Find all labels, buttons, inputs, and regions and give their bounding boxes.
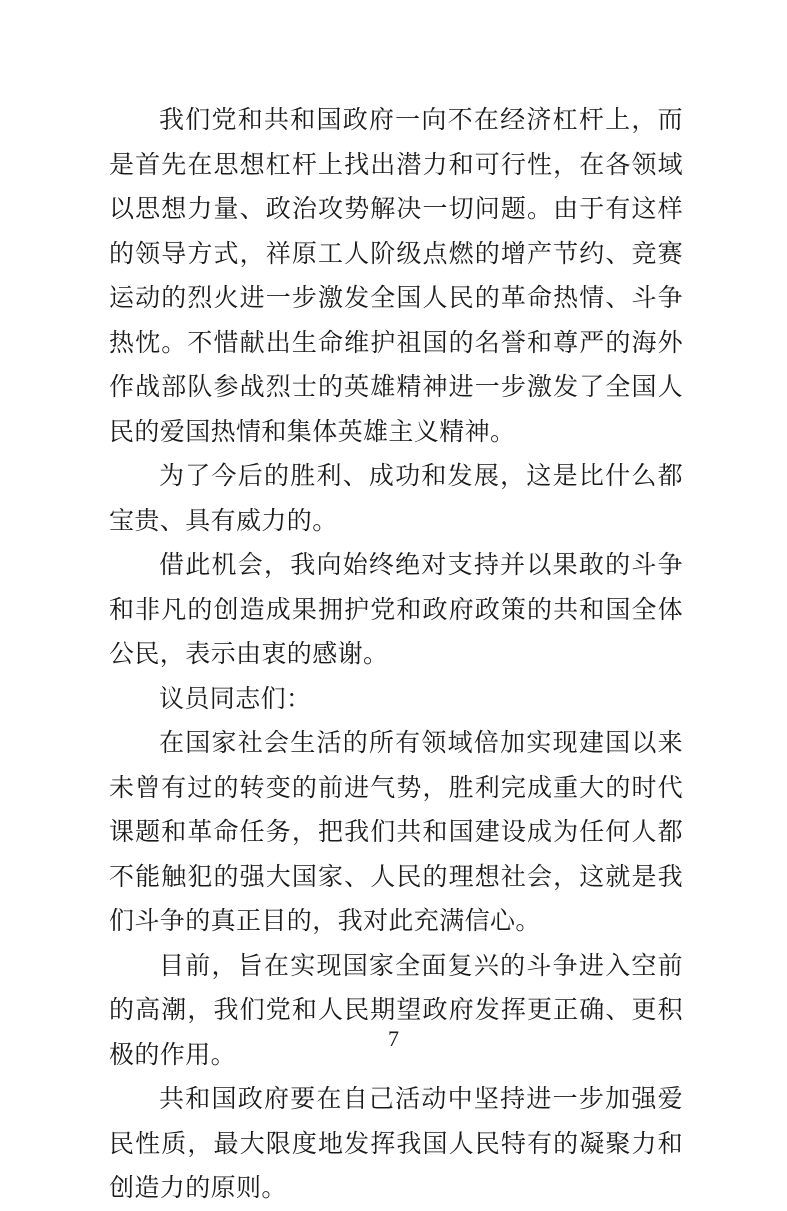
paragraph-7: 共和国政府要在自己活动中坚持进一步加强爱民性质，最大限度地发挥我国人民特有的凝聚力和创造力的原则。 (109, 1084, 683, 1202)
paragraph-2: 为了今后的胜利、成功和发展，这是比什么都宝贵、具有威力的。 (109, 461, 683, 535)
paragraph-3: 借此机会，我向始终绝对支持并以果敢的斗争和非凡的创造成果拥护党和政府政策的共和国全体公民，表示由衷的感谢。 (109, 550, 683, 668)
page-number: 7 (388, 1026, 399, 1051)
paragraph-5: 在国家社会生活的所有领域倍加实现建国以来未曾有过的转变的前进气势，胜利完成重大的时代课题和革命任务，把我们共和国建设成为任何人都不能触犯的强大国家、人民的理想社会，这就是我们斗争的真正目的，我对此充满信心。 (109, 728, 683, 935)
paragraph-1: 我们党和共和国政府一向不在经济杠杆上，而是首先在思想杠杆上找出潜力和可行性，在各领域以思想力量、政治攻势解决一切问题。由于有这样的领导方式，祥原工人阶级点燃的增产节约、竞赛运动的烈火进一步激发全国人民的革命热情、斗争热忱。不惜献出生命维护祖国的名誉和尊严的海外作战部队参战烈士的英雄精神进一步激发了全国人民的爱国热情和集体英雄主义精神。 (109, 105, 683, 446)
paragraph-4-salutation: 议员同志们： (159, 683, 312, 713)
paragraph-6: 目前，旨在实现国家全面复兴的斗争进入空前的高潮，我们党和人民期望政府发挥更正确、更积极的作用。 (109, 950, 683, 1069)
